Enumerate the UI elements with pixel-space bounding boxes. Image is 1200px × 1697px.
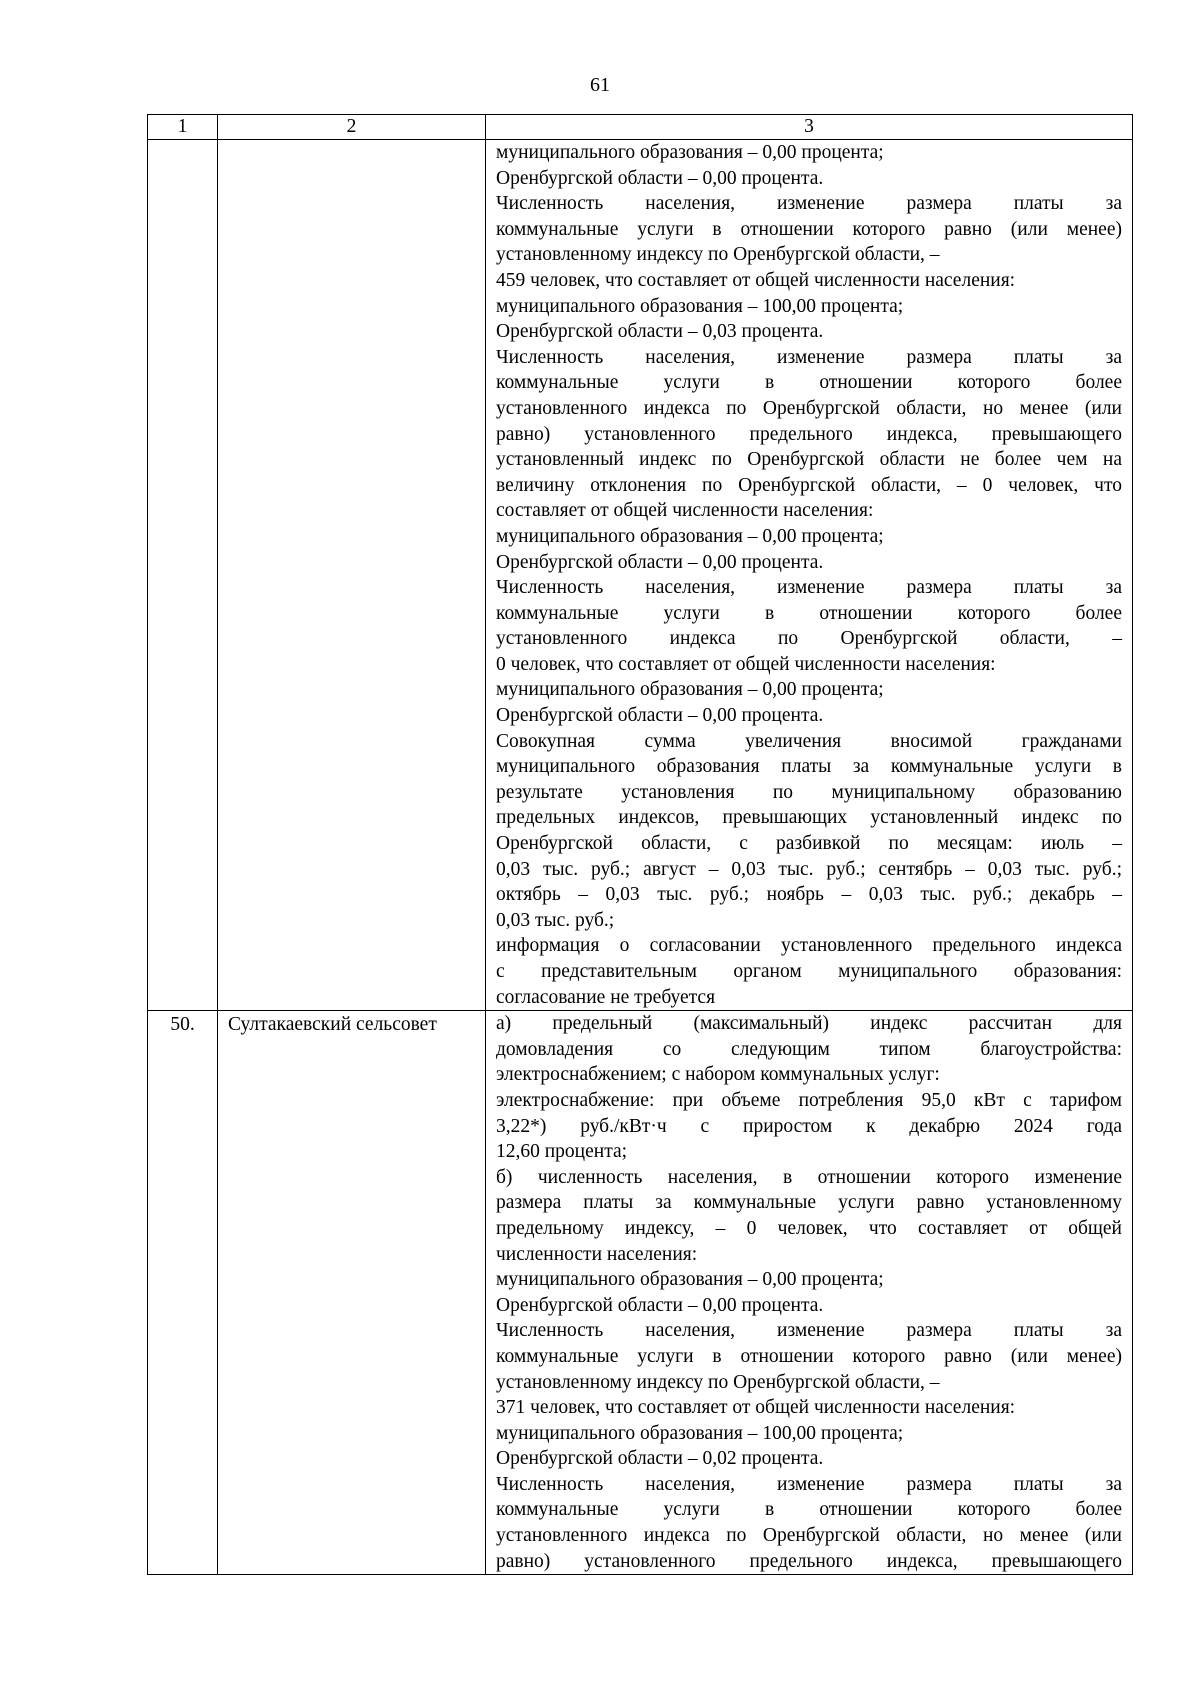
row-text-cell: [486, 1011, 1133, 1575]
text-line: установленного индекса по Оренбургской области, но менее (или: [496, 1525, 1122, 1547]
text-line: муниципального образования – 0,00 процента;: [496, 525, 884, 547]
text-line: установленному индексу по Оренбургской области, –: [496, 1371, 940, 1393]
table-row-50: [148, 1011, 1133, 1575]
text-line: 12,60 процента;: [496, 1141, 628, 1163]
text-line: Численность населения, изменение размера платы за: [496, 577, 1122, 599]
text-line: составляет от общей численности населения:: [496, 500, 874, 522]
text-line: домовладения со следующим типом благоустройства:: [496, 1038, 1122, 1060]
text-line: Численность населения, изменение размера платы за: [496, 346, 1122, 368]
text-line: электроснабжением; с набором коммунальных услуг:: [496, 1064, 940, 1086]
text-line: величину отклонения по Оренбургской области, – 0 человек, что: [496, 474, 1122, 496]
text-line: равно) установленного предельного индекса, превышающего: [496, 423, 1122, 445]
text-line: согласование не требуется: [496, 986, 716, 1008]
text-line: 0,03 тыс. руб.; август – 0,03 тыс. руб.; сентябрь – 0,03 тыс. руб.;: [496, 858, 1122, 880]
text-line: а) предельный (максимальный) индекс рассчитан для: [496, 1013, 1122, 1035]
text-line: муниципального образования – 100,00 процента;: [496, 1422, 904, 1444]
text-line: Оренбургской области – 0,03 процента.: [496, 321, 824, 343]
text-line: б) численность населения, в отношении которого изменение: [496, 1166, 1122, 1188]
text-line: Оренбургской области, с разбивкой по месяцам: июль –: [496, 833, 1122, 855]
text-line: Оренбургской области – 0,00 процента.: [496, 1294, 824, 1316]
text-line: численности населения:: [496, 1243, 698, 1265]
header-col-3: 3: [486, 115, 1133, 140]
table-header-row: [148, 115, 1133, 140]
text-line: муниципального образования – 0,00 процента;: [496, 142, 884, 163]
text-line: 3,22*) руб./кВт·ч с приростом к декабрю 2024 года: [496, 1115, 1122, 1137]
text-line: предельному индексу, – 0 человек, что составляет от общей: [496, 1217, 1122, 1239]
text-line: Оренбургской области – 0,00 процента.: [496, 551, 824, 573]
text-line: коммунальные услуги в отношении которого равно (или менее): [496, 1345, 1122, 1367]
text-line: 459 человек, что составляет от общей численности населения:: [496, 269, 1016, 291]
text-line: коммунальные услуги в отношении которого более: [496, 372, 1122, 394]
text-line: муниципального образования – 0,00 процента;: [496, 679, 884, 701]
text-line: муниципального образования – 100,00 процента;: [496, 295, 904, 317]
text-line: 371 человек, что составляет от общей численности населения:: [496, 1397, 1016, 1419]
text-line: 0 человек, что составляет от общей численности населения:: [496, 653, 996, 675]
text-line: установленного индекса по Оренбургской области, –: [496, 628, 1122, 650]
text-line: электроснабжение: при объеме потребления 95,0 кВт с тарифом: [496, 1089, 1122, 1111]
text-lines: [496, 140, 1122, 1010]
header-col-2: 2: [218, 115, 486, 140]
text-line: Численность населения, изменение размера платы за: [496, 193, 1122, 215]
text-line: коммунальные услуги в отношении которого более: [496, 602, 1122, 624]
text-line: информация о согласовании установленного предельного индекса: [496, 935, 1122, 957]
row-number-cell: [148, 140, 218, 1011]
text-line: с представительным органом муниципального образования:: [496, 961, 1122, 982]
row-name-cell: [218, 140, 486, 1011]
text-line: Оренбургской области – 0,00 процента.: [496, 167, 824, 189]
text-line: коммунальные услуги в отношении которого более: [496, 1499, 1122, 1521]
text-line: Оренбургской области – 0,02 процента.: [496, 1448, 824, 1470]
text-line: размера платы за коммунальные услуги равно установленному: [496, 1192, 1122, 1214]
row-number: 50.: [170, 1014, 195, 1036]
text-line: установленного индекса по Оренбургской области, но менее (или: [496, 397, 1122, 419]
header-col-1: 1: [148, 115, 218, 140]
text-line: муниципального образования – 0,00 процента;: [496, 1269, 884, 1291]
text-line: результате установления по муниципальному образованию: [496, 781, 1122, 803]
text-lines: [496, 1011, 1122, 1574]
text-line: муниципального образования платы за коммунальные услуги в: [496, 756, 1122, 778]
text-line: октябрь – 0,03 тыс. руб.; ноябрь – 0,03 тыс. руб.; декабрь –: [496, 884, 1122, 906]
text-line: равно) установленного предельного индекса, превышающего: [496, 1550, 1122, 1572]
text-line: установленный индекс по Оренбургской области не более чем на: [496, 449, 1122, 471]
text-line: предельных индексов, превышающих установленный индекс по: [496, 807, 1122, 829]
text-line: 0,03 тыс. руб.;: [496, 909, 615, 931]
document-table: [147, 114, 1133, 1575]
text-line: Оренбургской области – 0,00 процента.: [496, 705, 824, 727]
page-number: 61: [590, 74, 610, 96]
row-text-cell: [486, 140, 1133, 1011]
text-line: Численность населения, изменение размера платы за: [496, 1320, 1122, 1342]
row-name-cell: [218, 1011, 486, 1575]
text-line: Численность населения, изменение размера платы за: [496, 1473, 1122, 1495]
table-row-continued: [148, 140, 1133, 1011]
text-line: коммунальные услуги в отношении которого равно (или менее): [496, 218, 1122, 240]
text-line: Совокупная сумма увеличения вносимой гражданами: [496, 730, 1122, 752]
row-number-cell: [148, 1011, 218, 1575]
settlement-name: Султакаевский сельсовет: [228, 1014, 437, 1036]
text-line: установленному индексу по Оренбургской области, –: [496, 244, 940, 266]
